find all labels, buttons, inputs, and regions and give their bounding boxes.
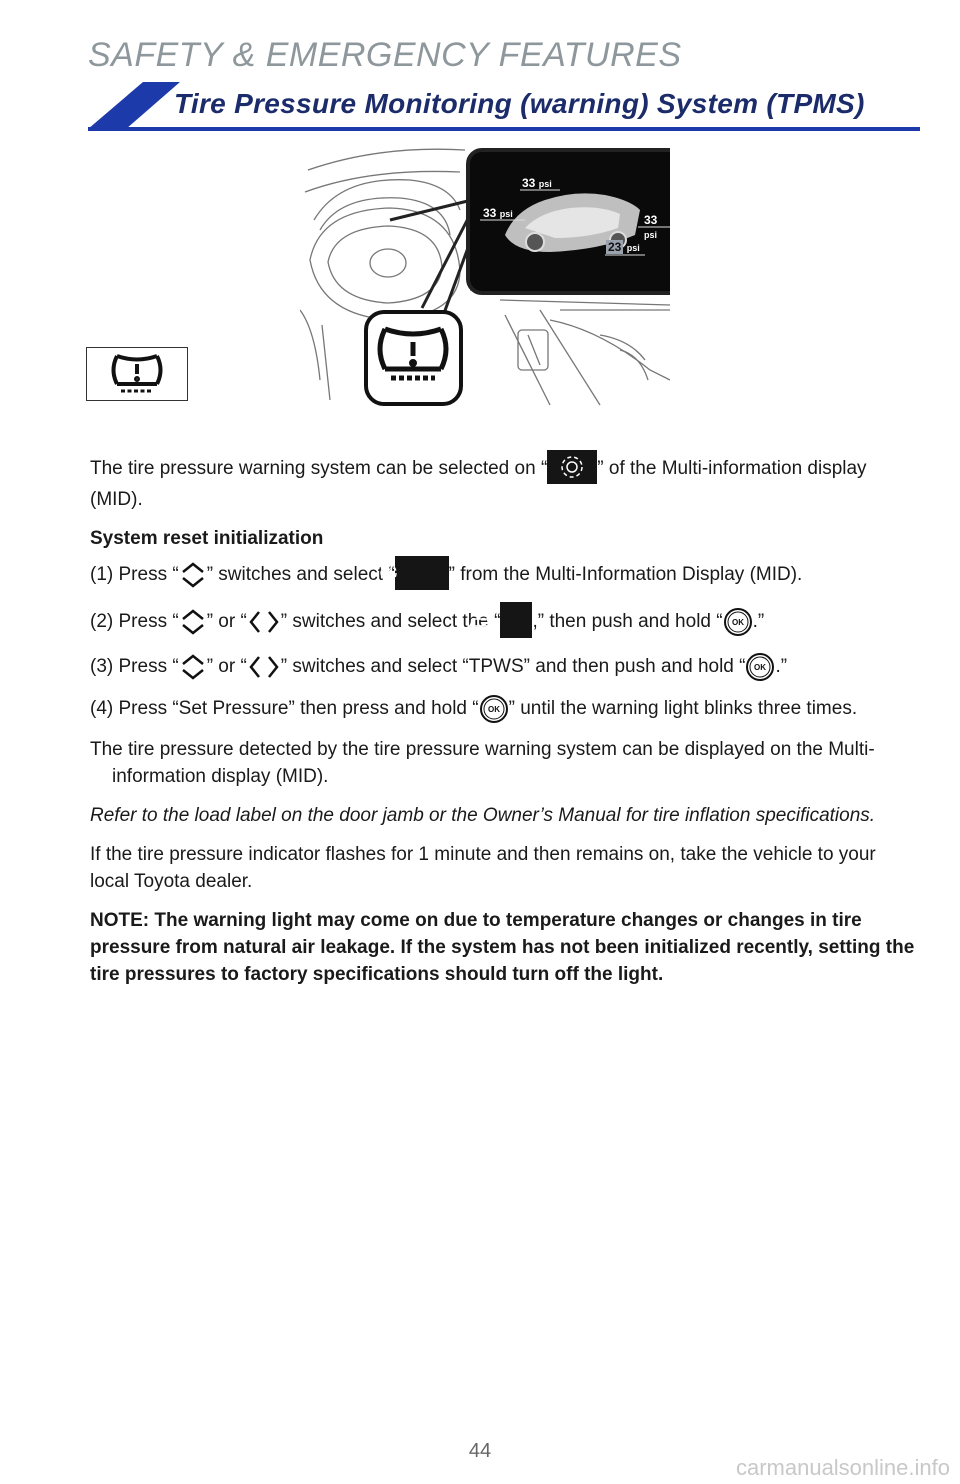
psi-readout-rear-left: 33 psi [483, 206, 513, 220]
step-3-text-b: ” or “ [206, 656, 247, 678]
step-1-text-a: (1) Press “ [90, 564, 179, 586]
step-2-text-d: ,” then push and hold “ [532, 611, 723, 633]
watermark: carmanualsonline.info [735, 1455, 950, 1480]
step-1-text-b: ” switches and select “ [206, 564, 395, 586]
step-1 [90, 558, 920, 592]
step-3 [90, 652, 920, 682]
page-number: 44 [468, 1440, 492, 1462]
step-2-text-a: (2) Press “ [90, 611, 179, 633]
banner-title: Tire Pressure Monitoring (warning) System (TPMS) [174, 88, 865, 119]
tpms-indicator-box [86, 347, 188, 401]
svg-text:OK: OK [754, 663, 767, 672]
svg-text:OK: OK [731, 618, 744, 627]
step-4-text-b: ” until the warning light blinks three times. [508, 698, 858, 720]
step-3-text-a: (3) Press “ [90, 656, 179, 678]
psi-readout-front-left: 33 psi [522, 176, 552, 190]
tpms-indicator-icon [87, 348, 187, 400]
left-right-icon [247, 608, 281, 636]
cockpit-drawing [300, 140, 670, 406]
settings-icon [395, 556, 449, 590]
step-4-text-a: (4) Press “Set Pressure” then press and hold “ [90, 698, 479, 720]
reset-heading: System reset initialization [90, 528, 324, 549]
content [90, 452, 920, 1000]
settings-icon [547, 450, 597, 484]
ok-button-icon [723, 607, 753, 637]
detected-paragraph: The tire pressure detected by the tire pressure warning system can be displayed on the Multi-information display (MID). [90, 739, 875, 787]
refer-paragraph: Refer to the load label on the door jamb or the Owner’s Manual for tire inflation specifications. [90, 805, 876, 826]
intro-paragraph [90, 452, 920, 513]
cockpit-illustration [300, 140, 670, 406]
step-3-text-d: .” [775, 656, 788, 678]
note-paragraph: NOTE: The warning light may come on due to temperature changes or changes in tire pressure from natural air leakage. If the system has not been initialized recently, setting the tire pressures to factory specifications should turn off the light. [90, 910, 915, 985]
svg-text:OK: OK [487, 705, 500, 714]
step-2-text-e: .” [752, 611, 765, 633]
up-down-icon [179, 653, 207, 681]
up-down-icon [179, 561, 207, 589]
up-down-icon [179, 608, 207, 636]
step-4 [90, 694, 920, 724]
step-2-text-b: ” or “ [206, 611, 247, 633]
intro-text-2: ” of the Multi-information display (MID). [90, 458, 867, 510]
vehicle-settings-icon [500, 602, 532, 638]
step-2-text-c: ” switches and select the “ [280, 611, 501, 633]
step-3-text-c: ” switches and select “TPWS” and then push and hold “ [280, 656, 746, 678]
intro-text-1: The tire pressure warning system can be selected on “ [90, 458, 548, 480]
section-banner [88, 82, 920, 132]
ok-button-icon [745, 652, 775, 682]
step-1-text-c: ” from the Multi-Information Display (MID). [448, 564, 803, 586]
section-title: SAFETY & EMERGENCY FEATURES [88, 36, 682, 74]
psi-readout-front-right: 33 psi [644, 213, 658, 240]
step-2 [90, 604, 920, 640]
psi-readout-rear-right: 23 psi [608, 240, 640, 254]
flashes-paragraph: If the tire pressure indicator flashes for 1 minute and then remains on, take the vehicle to your local Toyota dealer. [90, 844, 876, 892]
left-right-icon [247, 653, 281, 681]
ok-button-icon [479, 694, 509, 724]
